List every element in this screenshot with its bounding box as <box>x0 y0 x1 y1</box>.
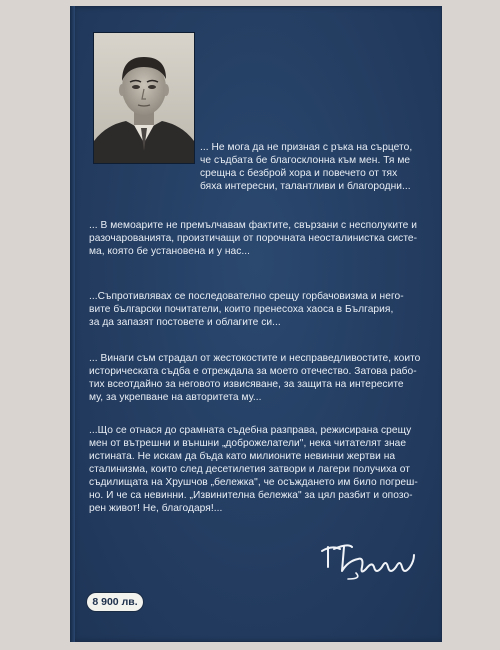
quote-line: ...Съпротивлявах се последователно срещу горбачовизма и него- <box>89 291 404 302</box>
author-portrait <box>94 33 194 163</box>
quote-line: срещна с безброй хора и повечето от тях <box>200 168 398 179</box>
quote-paragraph-2 <box>89 219 417 258</box>
quote-line: му, за укрепване на авторитета му... <box>89 392 262 403</box>
quote-line: ...Що се отнася до срамната съдебна разправа, режисирана срещу <box>89 425 412 436</box>
quote-line: истината. Не искам да бъда като милионите невинни жертви на <box>89 451 396 462</box>
quote-line: ... Винаги съм страдал от жестокостите и несправедливостите, които <box>89 353 421 364</box>
quote-line: ... В мемоарите не премълчавам фактите, свързани с несполуките и <box>89 220 418 231</box>
quote-paragraph-3 <box>89 290 404 329</box>
price-badge: 8 900 лв. <box>87 593 143 611</box>
quote-line: рен живот! Не, благодаря!... <box>89 503 223 514</box>
quote-paragraph-1 <box>200 141 412 193</box>
quote-paragraph-4 <box>89 352 420 404</box>
quote-line: тих всеотдайно за неговото извисяване, за защита на интересите <box>89 379 404 390</box>
quote-line: но. И че са невинни. „Извинителна бележка" за цял разбит и опозо- <box>89 490 413 501</box>
quote-line: ма, която бе установена и у нас... <box>89 246 251 257</box>
quote-paragraph-5 <box>89 424 418 515</box>
quote-line: бяха интересни, талантливи и благородни... <box>200 181 411 192</box>
quote-line: разочарованията, произтичащи от порочната неосталинистка систе- <box>89 233 418 244</box>
quote-line: сталинизма, които след десетилетия затвори и лагери получиха от <box>89 464 410 475</box>
quote-line: историческата съдба е отреждала за моето отечество. Затова рабо- <box>89 366 417 377</box>
quote-line: ... Не мога да не призная с ръка на сърцето, <box>200 142 413 153</box>
quote-line: съдилищата на Хрушчов „бележка", че осъждането им било погреш- <box>89 477 418 488</box>
quote-line: че съдбата бе благосклонна към мен. Тя ме <box>200 155 411 166</box>
quote-line: мен от вътрешни и външни „доброжелатели", нека читателят знае <box>89 438 407 449</box>
quote-line: за да запазят постовете и облагите си... <box>89 317 281 328</box>
author-signature <box>318 537 418 581</box>
quote-line: вите български почитатели, които пренесоха хаоса в България, <box>89 304 394 315</box>
cover-spine-edge <box>70 6 75 642</box>
